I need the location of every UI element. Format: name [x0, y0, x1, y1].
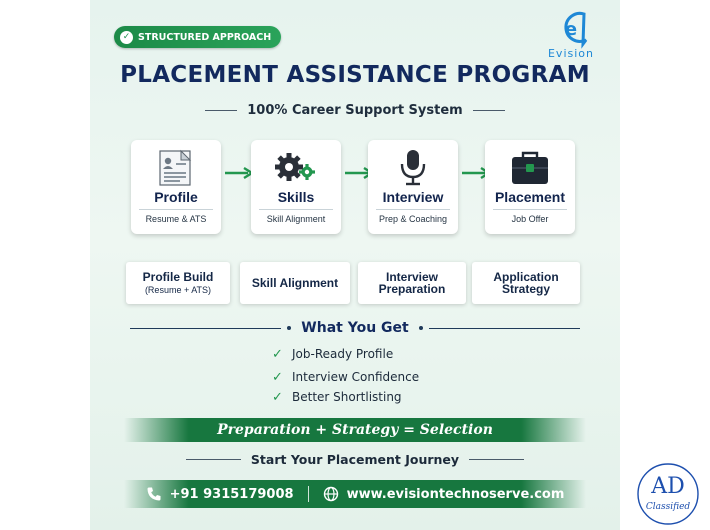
- service-main-line2: Strategy: [501, 282, 551, 296]
- check-icon: ✓: [272, 369, 283, 385]
- step-title: Placement: [494, 189, 566, 205]
- benefit-label: Interview Confidence: [292, 370, 420, 384]
- service-main: Skill Alignment: [251, 276, 339, 290]
- phone-number[interactable]: +91 9315179008: [169, 486, 294, 502]
- service-main: Interview: [385, 270, 439, 284]
- subtitle-row: [90, 100, 620, 120]
- resume-document-icon: [131, 148, 221, 188]
- ad-classified-stamp: [636, 462, 700, 526]
- benefit-label: Job-Ready Profile: [292, 347, 394, 361]
- card-divider: [376, 209, 450, 210]
- divider-line: [473, 110, 505, 111]
- divider-line: [429, 328, 580, 329]
- step-title: Profile: [154, 189, 198, 205]
- structured-approach-badge: [114, 26, 281, 48]
- step-subtitle: Prep & Coaching: [378, 214, 448, 224]
- step-card-profile: [131, 140, 221, 234]
- service-sub: (Resume + ATS): [144, 285, 212, 295]
- what-you-get-heading: What You Get: [301, 320, 409, 336]
- website-link[interactable]: www.evisiontechnoserve.com: [346, 486, 565, 502]
- divider-line: [130, 328, 281, 329]
- step-card-skills: [251, 140, 341, 234]
- page-title: PLACEMENT ASSISTANCE PROGRAM: [120, 62, 590, 88]
- step-card-placement: [485, 140, 575, 234]
- benefit-item: [272, 346, 393, 362]
- divider-dot: [287, 326, 291, 330]
- card-divider: [139, 209, 213, 210]
- placement-poster: [90, 0, 620, 530]
- divider-line: [186, 459, 241, 460]
- service-pill-profile-build: [126, 262, 230, 304]
- step-title: Interview: [382, 189, 444, 205]
- evision-logo-icon: [536, 10, 606, 50]
- service-pill-interview-preparation: [358, 262, 466, 304]
- divider-line: [205, 110, 237, 111]
- step-card-interview: [368, 140, 458, 234]
- service-main-line2: Preparation: [378, 282, 446, 296]
- check-icon: ✓: [272, 389, 283, 405]
- ad-letters: AD: [651, 474, 685, 499]
- benefit-item: [272, 389, 402, 405]
- contact-footer: [124, 480, 586, 508]
- check-circle-icon: ✓: [120, 31, 133, 44]
- benefit-item: [272, 369, 419, 385]
- ad-label: Classified: [645, 502, 691, 512]
- card-divider: [259, 209, 333, 210]
- gears-icon: [251, 148, 341, 188]
- logo-text: Evision: [547, 47, 594, 60]
- step-subtitle: Job Offer: [511, 214, 549, 224]
- journey-text: Start Your Placement Journey: [250, 451, 460, 467]
- briefcase-icon: [485, 148, 575, 188]
- service-main: Application: [493, 270, 559, 284]
- service-pill-skill-alignment: [240, 262, 350, 304]
- selection-banner: Preparation + Strategy = Selection: [124, 418, 586, 442]
- divider-line: [469, 459, 524, 460]
- step-title: Skills: [277, 189, 315, 205]
- globe-icon: [323, 486, 339, 502]
- check-icon: ✓: [272, 346, 283, 362]
- footer-divider: [308, 486, 309, 502]
- card-divider: [493, 209, 567, 210]
- benefit-label: Better Shortlisting: [292, 390, 402, 404]
- logo-letter: e: [564, 19, 578, 40]
- microphone-icon: [368, 148, 458, 188]
- step-subtitle: Skill Alignment: [266, 214, 326, 224]
- badge-label: STRUCTURED APPROACH: [138, 31, 272, 43]
- phone-icon: [146, 486, 162, 502]
- what-you-get-heading-row: [130, 318, 580, 338]
- service-main: Profile Build: [142, 270, 214, 284]
- divider-dot: [419, 326, 423, 330]
- subtitle: 100% Career Support System: [247, 102, 463, 118]
- step-subtitle: Resume & ATS: [145, 214, 207, 224]
- evision-logo: [536, 10, 606, 66]
- service-pill-application-strategy: [472, 262, 580, 304]
- journey-row: [140, 450, 570, 468]
